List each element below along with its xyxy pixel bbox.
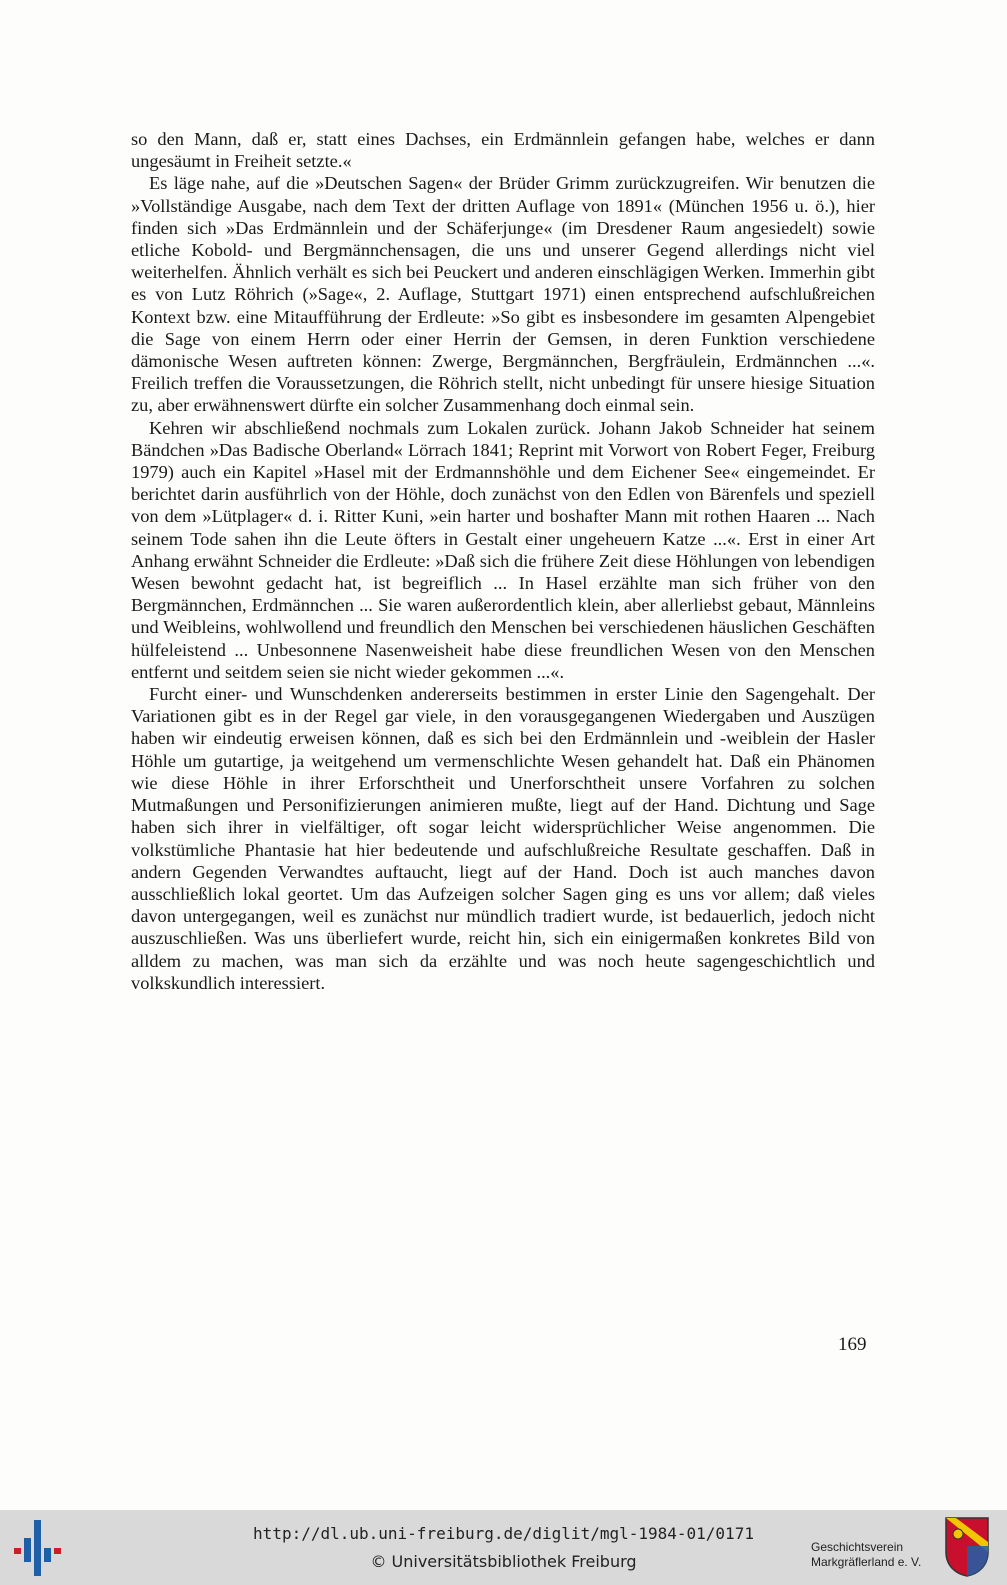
paragraph: so den Mann, daß er, statt eines Dachses, ein Erdmännlein gefangen habe, welches er dann ungesäumt in Freiheit setzte.« <box>131 129 875 172</box>
body-text <box>131 128 875 994</box>
society-name-line1: Geschichtsverein <box>811 1540 904 1554</box>
society-name <box>811 1540 936 1570</box>
markgraeflerland-crest-icon[interactable] <box>944 1516 990 1578</box>
page-number: 169 <box>838 1334 867 1355</box>
paragraph: Es läge nahe, auf die »Deutschen Sagen« der Brüder Grimm zurückzugreifen. Wir benutzen die »Vollständige Ausgabe, nach dem Text der dritten Auflage von 1891« (München 1956 u. ö.), hier finden sich »Das Erdmännlein und der Schäferjunge« (im Dresdener Raum angesiedelt) sowie etliche Kobold- und Bergmännchensagen, die uns und unserer Gegend allerdings nicht viel weiterhelfen. Ähnlich verhält es sich bei Peuckert und anderen einschlägigen Werken. Immerhin gibt es von Lutz Röhrich (»Sage«, 2. Auflage, Stuttgart 1971) einen entsprechend aufschlußreichen Kontext bzw. eine Mitaufführung der Erdleute: »So gibt es insbesondere im gesamten Alpengebiet die Sage von einem Herrn oder einer Herrin der Gemsen, in deren Funktion verschiedene dämonische Wesen auftreten können: Zwerge, Bergmännchen, Bergfräulein, Erdmännchen ...«. Freilich treffen die Voraussetzungen, die Röhrich stellt, nicht unbedingt für unsere hiesige Situation zu, aber erwähnenswert dürfte ein solcher Zusammenhang doch einmal sein. <box>131 173 875 416</box>
paragraph: Kehren wir abschließend nochmals zum Lokalen zurück. Johann Jakob Schneider hat seinem Bändchen »Das Badische Oberland« Lörrach 1841; Reprint mit Vorwort von Robert Feger, Freiburg 1979) auch ein Kapitel »Hasel mit der Erdmannshöhle und dem Eichener See« eingemeindet. Er berichtet darin ausführlich von der Höhle, doch zunächst von den Edlen von Bärenfels und speziell von dem »Lütplager« d. i. Ritter Kuni, »ein harter und boshafter Mann mit rothen Haaren ... Nach seinem Tode sahen ihn die Leute öfters in Gestalt einer ungeheuern Katze ...«. Erst in einer Art Anhang erwähnt Schneider die Erdleute: »Daß sich die frühere Zeit diese Höhlungen von lebendigen Wesen bewohnt gedacht hat, ist begreiflich ... In Hasel erzählte man sich früher von den Bergmännchen, Erdmännchen ... Sie waren außerordentlich klein, aber allerliebst gebaut, Männleins und Weibleins, wohlwollend und freundlich den Menschen bei verschiedenen häuslichen Geschäften hülfeleistend ... Unbesonnene Nasenweisheit habe diese freundlichen Wesen von den Menschen entfernt und seitdem seien sie nicht wieder gekommen ...«. <box>131 417 875 682</box>
footer-bar <box>0 1510 1007 1585</box>
copyright-notice: © Universitätsbibliothek Freiburg <box>370 1552 637 1571</box>
society-name-line2: Markgräflerland e. V. <box>811 1555 922 1569</box>
permalink[interactable]: http://dl.ub.uni-freiburg.de/diglit/mgl-1984-01/0171 <box>253 1524 754 1543</box>
paragraph: Furcht einer- und Wunschdenken andererseits bestimmen in erster Linie den Sagengehalt. Der Variationen gibt es in der Regel gar viele, in den vorausgegangenen Wiedergaben und Auszügen haben wir eindeutig erweisen können, daß es sich bei den Erdmännlein und -weiblein der Hasler Höhle um gutartige, ja weitgehend um vermenschlichte Wesen gehandelt hat. Daß ein Phänomen wie diese Höhle in ihrer Erforschtheit und Unerforschtheit unsere Vorfahren zu solchen Mutmaßungen und Personifizierungen animieren mußte, liegt auf der Hand. Dichtung und Sage haben sich ihrer in vielfältiger, oft sogar leicht widersprüchlicher Weise angenommen. Die volkstümliche Phantasie hat hier bedeutende und aufschlußreiche Resultate geschaffen. Daß in andern Gegenden Verwandtes auftaucht, liegt auf der Hand. Doch ist auch manches davon ausschließlich lokal geortet. Um das Aufzeigen solcher Sagen ging es uns vor allem; daß vieles davon untergegangen, weil es zunächst nur mündlich tradiert wurde, ist bedauerlich, jedoch nicht auszuschließen. Was uns überliefert wurde, reicht hin, sich ein einigermaßen konkretes Bild von alldem zu machen, was man sich da erzählte und was noch heute sagengeschichtlich und volkskundlich interessiert. <box>131 684 875 993</box>
